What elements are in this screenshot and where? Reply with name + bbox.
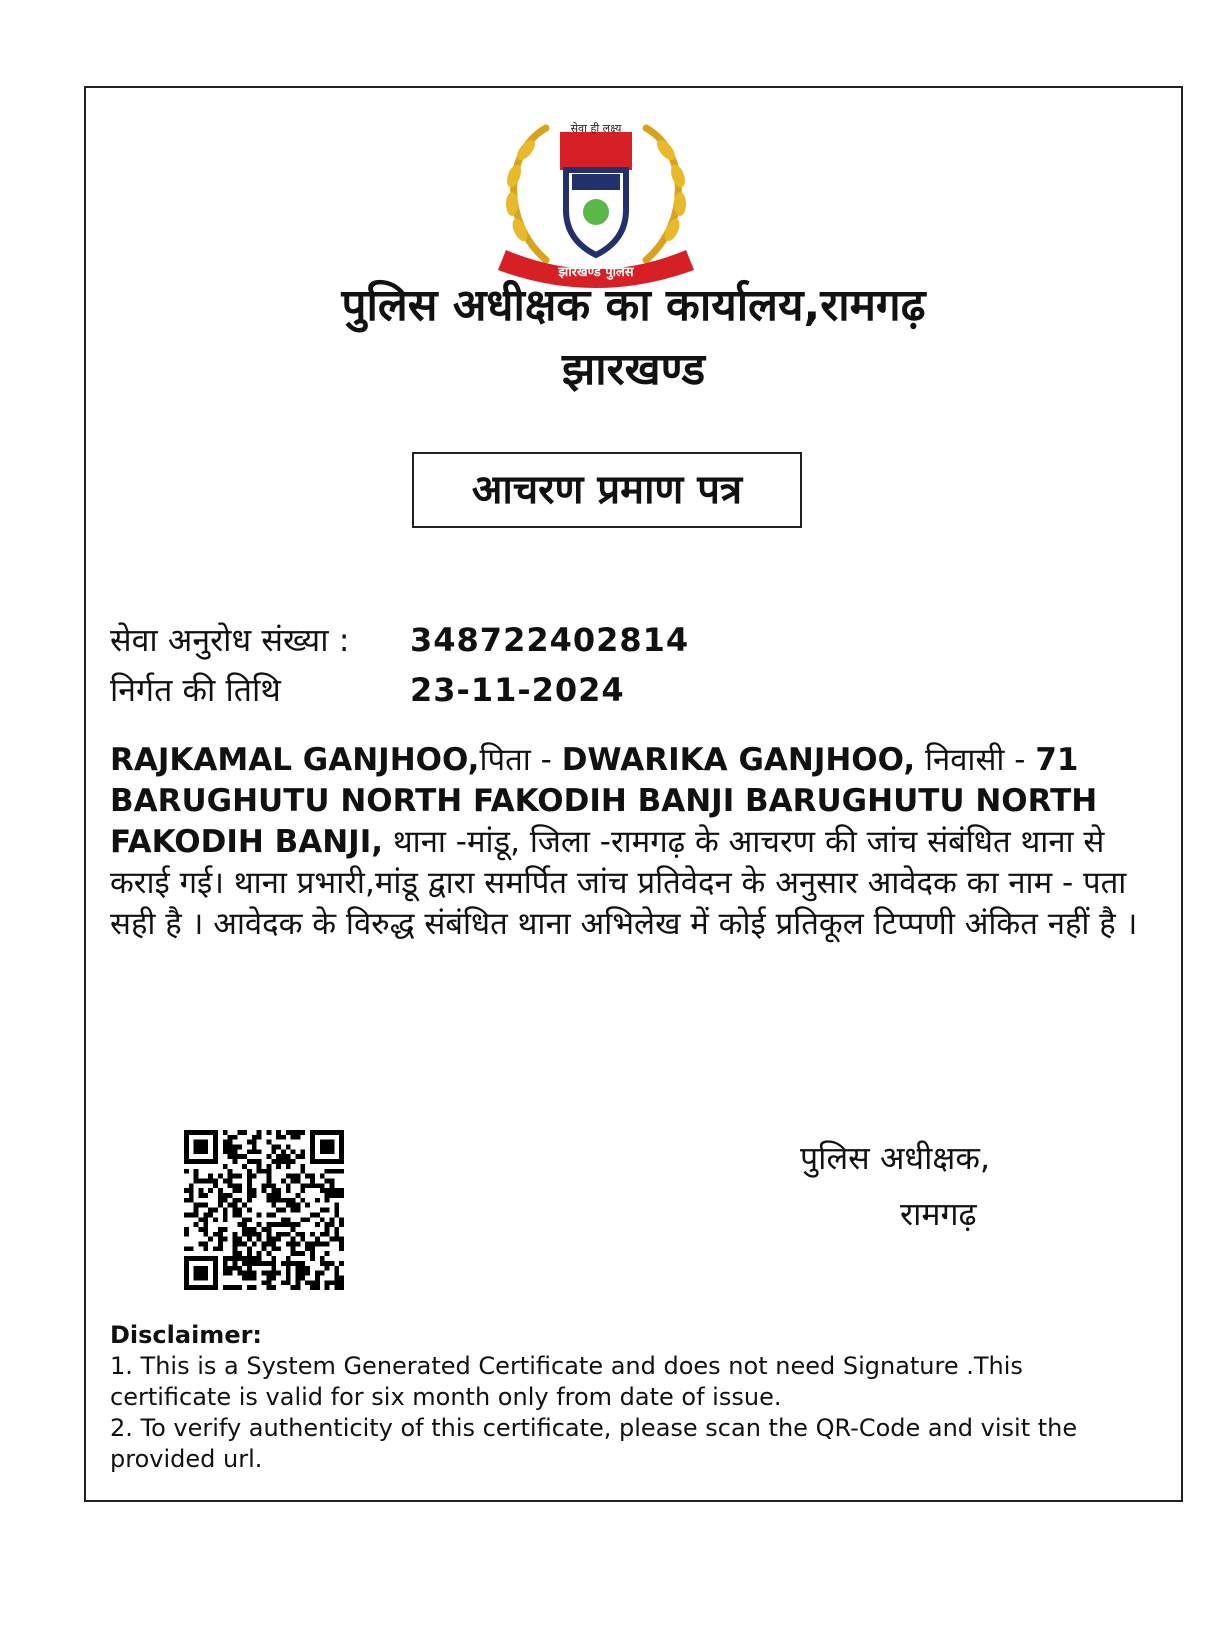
disclaimer-heading: Disclaimer: — [110, 1321, 263, 1349]
certificate-body — [110, 740, 1140, 945]
office-title: पुलिस अधीक्षक का कार्यालय,रामगढ़ — [341, 280, 926, 331]
svg-text:झारखण्ड पुलिस: झारखण्ड पुलिस — [558, 265, 634, 280]
request-number-value: 348722402814 — [410, 621, 690, 659]
issue-date-row — [110, 670, 625, 712]
applicant-address: 71 BARUGHUTU NORTH FAKODIH BANJI BARUGHUTU NORTH FAKODIH BANJI, — [110, 742, 1098, 860]
verification-text: थाना -मांडू, जिला -रामगढ़ के आचरण की जांच संबंधित थाना से कराई गई। थाना प्रभारी,मांडू द्वारा समर्पित जांच प्रतिवेदन के अनुसार आवेदक का नाम - पता सही है । आवेदक के विरुद्ध संबंधित थाना अभिलेख में कोई प्रतिकूल टिप्पणी अंकित नहीं है । — [110, 824, 1138, 942]
certificate-title: आचरण प्रमाण पत्र — [412, 452, 802, 528]
father-name: DWARIKA GANJHOO, — [561, 742, 916, 778]
disclaimer-item-2: 2. To verify authenticity of this certificate, please scan the QR-Code and visit the provided url. — [110, 1414, 1078, 1473]
request-number-row — [110, 620, 689, 662]
signatory-title: पुलिस अधीक्षक, — [800, 1139, 991, 1177]
svg-text:सेवा ही लक्ष्य: सेवा ही लक्ष्य — [570, 122, 622, 135]
qr-code-icon[interactable] — [184, 1130, 344, 1290]
signatory-block — [800, 1130, 990, 1242]
signatory-city: रामगढ़ — [900, 1195, 977, 1233]
request-number-label: सेवा अनुरोध संख्या : — [110, 621, 350, 659]
disclaimer-item-1: 1. This is a System Generated Certificate and does not need Signature .This certificate is valid for six month only from date of issue. — [110, 1352, 1023, 1411]
father-label: पिता - — [479, 742, 562, 778]
state-title: झारखण्ड — [561, 344, 706, 395]
disclaimer — [110, 1320, 1150, 1475]
issue-date-label: निर्गत की तिथि — [110, 671, 281, 709]
applicant-name: RAJKAMAL GANJHOO, — [110, 742, 480, 778]
resident-label: निवासी - — [915, 742, 1036, 778]
jharkhand-police-emblem-icon — [486, 110, 706, 296]
issue-date-value: 23-11-2024 — [410, 671, 625, 709]
